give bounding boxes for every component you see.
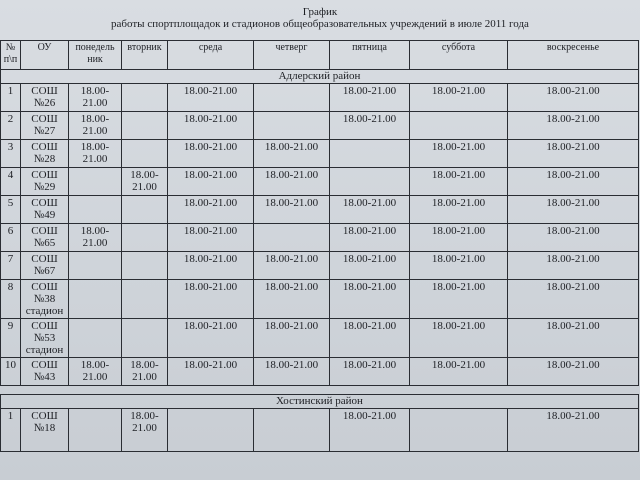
time-cell: 18.00-21.00 <box>330 358 410 386</box>
time-cell <box>254 224 330 252</box>
time-cell: 18.00-21.00 <box>508 140 639 168</box>
row-number: 5 <box>1 196 21 224</box>
time-cell: 18.00-21.00 <box>168 280 254 319</box>
time-cell: 18.00-21.00 <box>410 224 508 252</box>
row-number: 4 <box>1 168 21 196</box>
time-cell <box>330 140 410 168</box>
column-header: ОУ <box>21 41 69 70</box>
time-cell: 18.00-21.00 <box>508 358 639 386</box>
time-cell <box>122 280 168 319</box>
time-cell: 18.00-21.00 <box>508 280 639 319</box>
school-name: СОШ №26 <box>21 84 69 112</box>
time-cell: 18.00-21.00 <box>168 319 254 358</box>
row-number: 2 <box>1 112 21 140</box>
column-header: воскресенье <box>508 41 639 70</box>
time-cell: 18.00-21.00 <box>254 168 330 196</box>
time-cell: 18.00-21.00 <box>508 409 639 452</box>
row-number: 7 <box>1 252 21 280</box>
time-cell <box>69 319 122 358</box>
row-number: 8 <box>1 280 21 319</box>
section-gap-cell <box>1 386 639 395</box>
time-cell: 18.00-21.00 <box>254 280 330 319</box>
table-row <box>1 168 639 196</box>
school-name: СОШ №38 стадион <box>21 280 69 319</box>
time-cell: 18.00-21.00 <box>254 196 330 224</box>
column-header: суббота <box>410 41 508 70</box>
time-cell: 18.00-21.00 <box>330 224 410 252</box>
time-cell: 18.00-21.00 <box>69 224 122 252</box>
schedule-table <box>0 40 639 452</box>
time-cell: 18.00-21.00 <box>168 224 254 252</box>
time-cell: 18.00-21.00 <box>330 84 410 112</box>
table-row <box>1 280 639 319</box>
section-title: Хостинский район <box>1 395 639 409</box>
time-cell: 18.00-21.00 <box>69 358 122 386</box>
time-cell: 18.00-21.00 <box>69 84 122 112</box>
school-name: СОШ №53 стадион <box>21 319 69 358</box>
time-cell <box>69 280 122 319</box>
time-cell <box>122 196 168 224</box>
time-cell: 18.00-21.00 <box>410 280 508 319</box>
time-cell: 18.00-21.00 <box>410 196 508 224</box>
school-name: СОШ №67 <box>21 252 69 280</box>
column-header: вторник <box>122 41 168 70</box>
school-name: СОШ №18 <box>21 409 69 452</box>
section-adler-rows <box>1 70 639 395</box>
row-number: 1 <box>1 409 21 452</box>
time-cell <box>410 112 508 140</box>
table-row <box>1 84 639 112</box>
time-cell: 18.00-21.00 <box>330 112 410 140</box>
time-cell <box>122 252 168 280</box>
time-cell: 18.00-21.00 <box>508 84 639 112</box>
column-header: среда <box>168 41 254 70</box>
time-cell: 18.00-21.00 <box>410 252 508 280</box>
time-cell <box>330 168 410 196</box>
time-cell: 18.00-21.00 <box>410 140 508 168</box>
time-cell <box>69 252 122 280</box>
section-khosta-rows <box>1 395 639 452</box>
row-number: 1 <box>1 84 21 112</box>
time-cell: 18.00-21.00 <box>410 168 508 196</box>
time-cell: 18.00-21.00 <box>508 196 639 224</box>
time-cell: 18.00-21.00 <box>410 84 508 112</box>
table-row <box>1 196 639 224</box>
time-cell: 18.00-21.00 <box>69 112 122 140</box>
time-cell <box>410 409 508 452</box>
time-cell: 18.00-21.00 <box>168 112 254 140</box>
time-cell: 18.00-21.00 <box>254 358 330 386</box>
column-header: № п\п <box>1 41 21 70</box>
time-cell <box>122 112 168 140</box>
time-cell <box>122 84 168 112</box>
school-name: СОШ №43 <box>21 358 69 386</box>
time-cell: 18.00-21.00 <box>254 140 330 168</box>
time-cell: 18.00-21.00 <box>168 252 254 280</box>
school-name: СОШ №65 <box>21 224 69 252</box>
time-cell <box>254 409 330 452</box>
table-row <box>1 252 639 280</box>
section-title: Адлерский район <box>1 70 639 84</box>
time-cell <box>122 319 168 358</box>
time-cell: 18.00-21.00 <box>168 84 254 112</box>
column-header: четверг <box>254 41 330 70</box>
time-cell: 18.00-21.00 <box>122 358 168 386</box>
time-cell <box>254 84 330 112</box>
section-row <box>1 395 639 409</box>
table-row <box>1 112 639 140</box>
document-title: График <box>302 6 338 18</box>
time-cell: 18.00-21.00 <box>168 196 254 224</box>
time-cell: 18.00-21.00 <box>254 252 330 280</box>
time-cell: 18.00-21.00 <box>508 112 639 140</box>
time-cell: 18.00-21.00 <box>330 196 410 224</box>
table-row <box>1 409 639 452</box>
time-cell <box>69 196 122 224</box>
row-number: 10 <box>1 358 21 386</box>
section-gap <box>1 386 639 395</box>
table-row <box>1 358 639 386</box>
school-name: СОШ №28 <box>21 140 69 168</box>
time-cell <box>69 168 122 196</box>
time-cell <box>122 140 168 168</box>
document-subtitle: работы спортплощадок и стадионов общеобразовательных учреждений в июле 2011 года <box>111 18 529 30</box>
time-cell: 18.00-21.00 <box>508 168 639 196</box>
row-number: 6 <box>1 224 21 252</box>
time-cell: 18.00-21.00 <box>168 168 254 196</box>
time-cell: 18.00-21.00 <box>508 319 639 358</box>
school-name: СОШ №29 <box>21 168 69 196</box>
time-cell: 18.00-21.00 <box>330 319 410 358</box>
time-cell: 18.00-21.00 <box>410 319 508 358</box>
time-cell: 18.00-21.00 <box>330 409 410 452</box>
row-number: 9 <box>1 319 21 358</box>
table-row <box>1 140 639 168</box>
time-cell <box>122 224 168 252</box>
school-name: СОШ №49 <box>21 196 69 224</box>
header-row <box>1 41 639 70</box>
time-cell: 18.00-21.00 <box>508 252 639 280</box>
time-cell: 18.00-21.00 <box>168 140 254 168</box>
row-number: 3 <box>1 140 21 168</box>
time-cell: 18.00-21.00 <box>508 224 639 252</box>
time-cell: 18.00-21.00 <box>122 409 168 452</box>
table-row <box>1 224 639 252</box>
column-header: понедель ник <box>69 41 122 70</box>
column-header: пятница <box>330 41 410 70</box>
section-row <box>1 70 639 84</box>
time-cell: 18.00-21.00 <box>330 252 410 280</box>
table-row <box>1 319 639 358</box>
time-cell <box>254 112 330 140</box>
time-cell: 18.00-21.00 <box>168 358 254 386</box>
time-cell: 18.00-21.00 <box>69 140 122 168</box>
time-cell: 18.00-21.00 <box>330 280 410 319</box>
time-cell: 18.00-21.00 <box>410 358 508 386</box>
school-name: СОШ №27 <box>21 112 69 140</box>
time-cell <box>168 409 254 452</box>
time-cell: 18.00-21.00 <box>254 319 330 358</box>
time-cell <box>69 409 122 452</box>
time-cell: 18.00-21.00 <box>122 168 168 196</box>
